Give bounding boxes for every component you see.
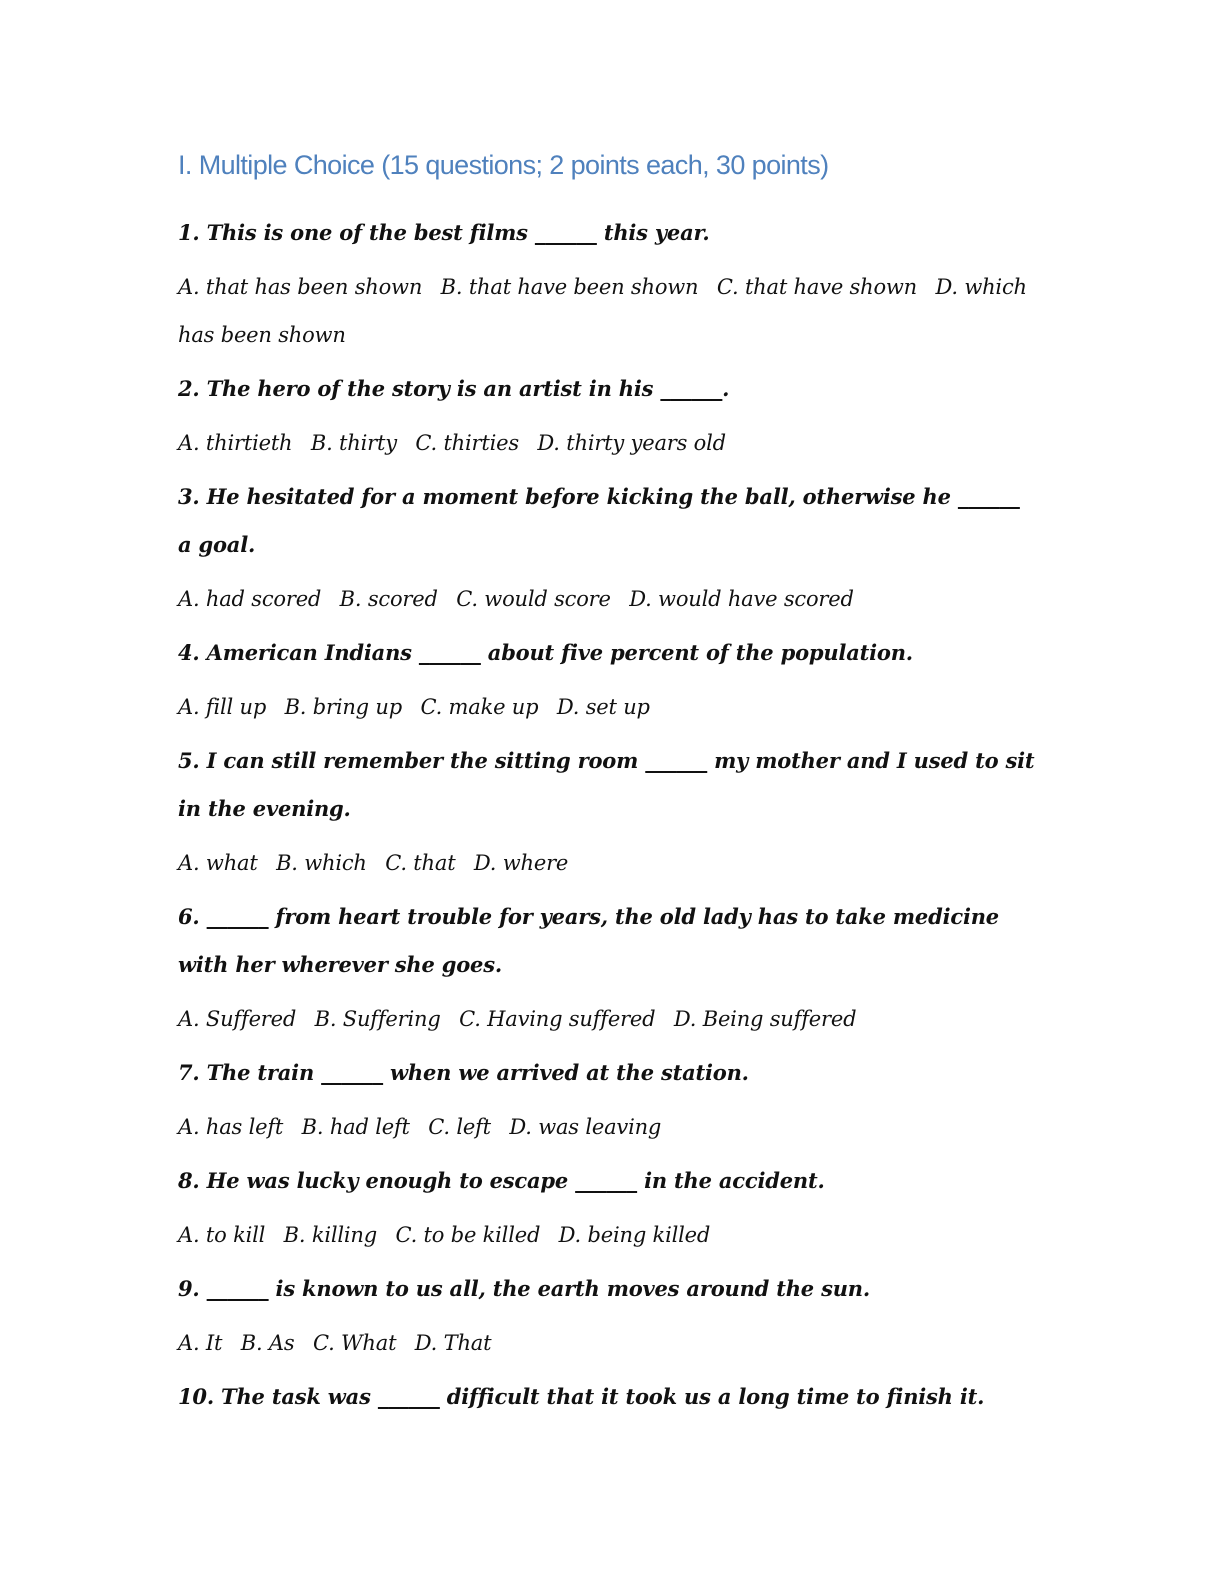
- question-list: [178, 209, 1038, 1427]
- option-b: B. bring up: [284, 695, 402, 719]
- option-a: A. thirtieth: [178, 431, 293, 455]
- question-8: [178, 1157, 1038, 1259]
- option-b: B. thirty: [310, 431, 397, 455]
- option-c: C. left: [428, 1115, 491, 1139]
- question-stem: 5. I can still remember the sitting room ______ my mother and I used to sit in the evening.: [178, 748, 1035, 821]
- question-6: [178, 893, 1038, 1043]
- option-a: A. to kill: [178, 1223, 266, 1247]
- option-a: A. has left: [178, 1115, 284, 1139]
- option-c: C. Having suffered: [459, 1007, 656, 1031]
- option-d: D. That: [414, 1331, 492, 1355]
- question-stem: 9. ______ is known to us all, the earth moves around the sun.: [178, 1276, 870, 1301]
- option-d: D. was leaving: [509, 1115, 662, 1139]
- question-stem: 7. The train ______ when we arrived at the station.: [178, 1060, 749, 1085]
- option-d: D. being killed: [558, 1223, 711, 1247]
- question-10: [178, 1373, 1038, 1421]
- option-c: C. that have shown: [716, 275, 917, 299]
- question-stem: 6. ______ from heart trouble for years, the old lady has to take medicine with her wherever she goes.: [178, 904, 999, 977]
- option-c: C. that: [385, 851, 456, 875]
- question-stem: 2. The hero of the story is an artist in his ______.: [178, 376, 730, 401]
- question-2: [178, 365, 1038, 467]
- option-d: D. where: [473, 851, 569, 875]
- question-3: [178, 473, 1038, 623]
- answer-options: [178, 575, 1038, 623]
- question-stem: 8. He was lucky enough to escape ______ in the accident.: [178, 1168, 825, 1193]
- option-a: A. what: [178, 851, 258, 875]
- option-a: A. that has been shown: [178, 275, 423, 299]
- option-c: C. What: [312, 1331, 397, 1355]
- answer-options: [178, 1211, 1038, 1259]
- option-d: D. which has been shown: [178, 275, 1027, 347]
- question-5: [178, 737, 1038, 887]
- question-4: [178, 629, 1038, 731]
- question-stem: 1. This is one of the best films ______ this year.: [178, 220, 710, 245]
- answer-options: [178, 1103, 1038, 1151]
- answer-options: [178, 419, 1038, 467]
- question-7: [178, 1049, 1038, 1151]
- option-d: D. Being suffered: [673, 1007, 857, 1031]
- answer-options: [178, 995, 1038, 1043]
- option-c: C. make up: [420, 695, 539, 719]
- option-b: B. As: [240, 1331, 295, 1355]
- option-d: D. would have scored: [629, 587, 854, 611]
- option-b: B. had left: [301, 1115, 410, 1139]
- option-b: B. that have been shown: [440, 275, 699, 299]
- option-c: C. to be killed: [395, 1223, 541, 1247]
- answer-options: [178, 1319, 1038, 1367]
- option-d: D. thirty years old: [537, 431, 726, 455]
- answer-options: [178, 683, 1038, 731]
- option-d: D. set up: [556, 695, 650, 719]
- question-stem: 10. The task was ______ difficult that it took us a long time to finish it.: [178, 1384, 985, 1409]
- option-a: A. Suffered: [178, 1007, 297, 1031]
- option-b: B. Suffering: [314, 1007, 441, 1031]
- question-stem: 3. He hesitated for a moment before kicking the ball, otherwise he ______ a goal.: [178, 484, 1020, 557]
- option-b: B. which: [276, 851, 367, 875]
- answer-options: [178, 839, 1038, 887]
- question-stem: 4. American Indians ______ about five percent of the population.: [178, 640, 913, 665]
- section-title: I. Multiple Choice (15 questions; 2 points each, 30 points): [178, 150, 829, 180]
- option-a: A. It: [178, 1331, 223, 1355]
- option-a: A. had scored: [178, 587, 322, 611]
- option-c: C. would score: [456, 587, 611, 611]
- question-1: [178, 209, 1038, 359]
- question-9: [178, 1265, 1038, 1367]
- option-c: C. thirties: [415, 431, 519, 455]
- option-b: B. scored: [339, 587, 438, 611]
- option-b: B. killing: [283, 1223, 377, 1247]
- option-a: A. fill up: [178, 695, 267, 719]
- answer-options: [178, 263, 1038, 359]
